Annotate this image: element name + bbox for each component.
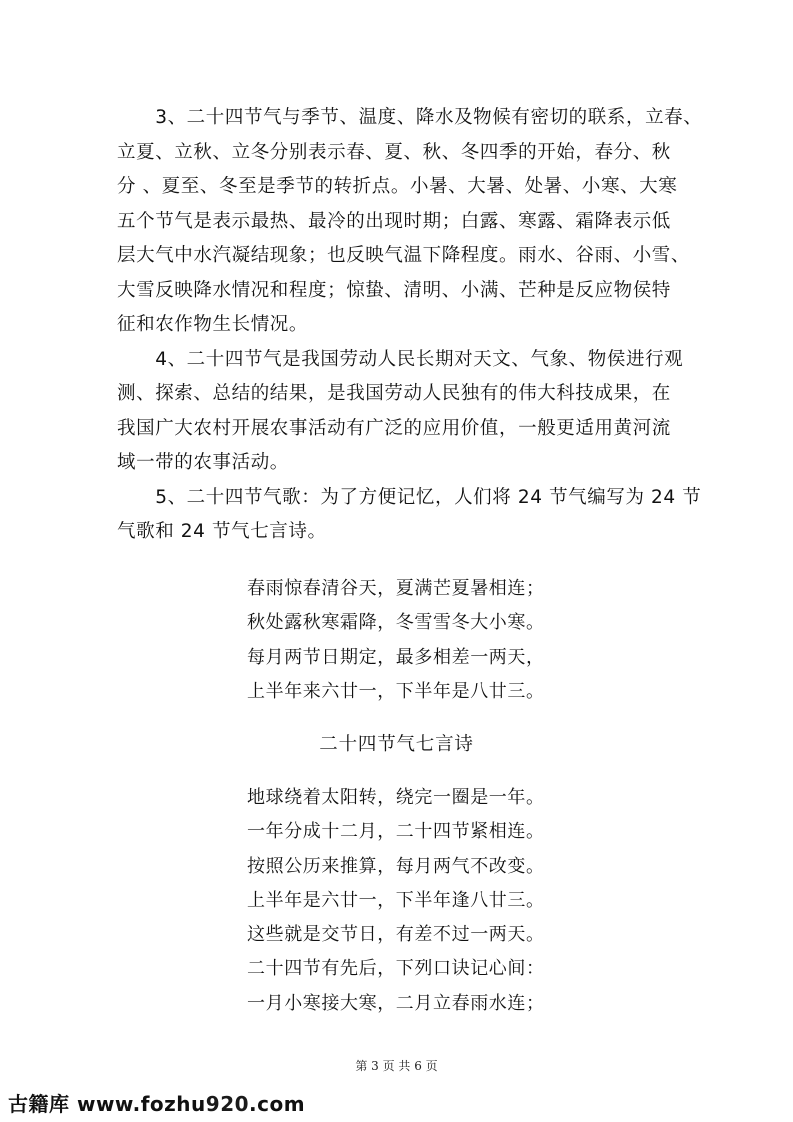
body-text: [117, 101, 703, 550]
paragraph-line: 气歌和 24 节气七言诗。: [117, 521, 327, 542]
paragraph-line: 3、二十四节气与季节、温度、降水及物候有密切的联系，立春、: [117, 107, 703, 128]
poem-line: 地球绕着太阳转，绕完一圈是一年。: [247, 787, 545, 808]
paragraph-3: [117, 101, 703, 343]
solar-terms-song: [247, 572, 567, 709]
watermark-url-number: 920: [205, 1092, 250, 1116]
page-number: 第 3 页 共 6 页: [355, 1059, 438, 1073]
poem-line: 一月小寒接大寒，二月立春雨水连；: [247, 992, 545, 1014]
paragraph-line: 5、二十四节气歌：为了方便记忆，人们将 24 节气编写为 24 节: [117, 486, 702, 508]
poem-line: 这些就是交节日，有差不过一两天。: [247, 924, 545, 946]
paragraph-4: [117, 343, 682, 481]
watermark-url-prefix: www.fozhu: [76, 1092, 206, 1116]
watermark-url-suffix: .com: [249, 1092, 306, 1116]
watermark-site-name: 古籍库: [8, 1092, 70, 1116]
song-line: 上半年来六廿一，下半年是八廿三。: [247, 680, 545, 702]
site-watermark: [8, 1088, 305, 1117]
poem-line: 二十四节有先后，下列口诀记心间：: [247, 958, 545, 980]
paragraph-line: 分 、夏至、冬至是季节的转折点。小暑、大暑、处暑、小寒、大寒: [117, 176, 678, 197]
paragraph-5: [117, 481, 702, 550]
paragraph-line: 4、二十四节气是我国劳动人民长期对天文、气象、物侯进行观: [117, 348, 684, 370]
song-line: 春雨惊春清谷天，夏满芒夏暑相连；: [247, 578, 545, 599]
seven-character-poem: [247, 781, 567, 1021]
song-line: 秋处露秋寒霜降，冬雪雪冬大小寒。: [247, 612, 545, 634]
song-line: 每月两节日期定，最多相差一两天，: [247, 646, 545, 668]
poem-line: 上半年是六廿一，下半年逢八廿三。: [247, 889, 545, 911]
paragraph-line: 域一带的农事活动。: [117, 452, 289, 473]
paragraph-line: 层大气中水汽凝结现象；也反映气温下降程度。雨水、谷雨、小雪、: [117, 245, 691, 266]
paragraph-line: 征和农作物生长情况。: [117, 314, 309, 335]
paragraph-line: 测、探索、总结的结果，是我国劳动人民独有的伟大科技成果，在: [117, 383, 671, 404]
poem-line: 按照公历来推算，每月两气不改变。: [247, 855, 545, 877]
paragraph-line: 大雪反映降水情况和程度；惊蛰、清明、小满、芒种是反应物侯特: [117, 279, 671, 301]
paragraph-line: 我国广大农村开展农事活动有广泛的应用价值，一般更适用黄河流: [117, 417, 671, 439]
poem-line: 一年分成十二月，二十四节紧相连。: [247, 821, 545, 843]
paragraph-line: 立夏、立秋、立冬分别表示春、夏、秋、冬四季的开始，春分、秋: [117, 141, 671, 163]
poem-title: 二十四节气七言诗: [319, 734, 474, 755]
paragraph-line: 五个节气是表示最热、最冷的出现时期；白露、寒露、霜降表示低: [117, 210, 671, 232]
